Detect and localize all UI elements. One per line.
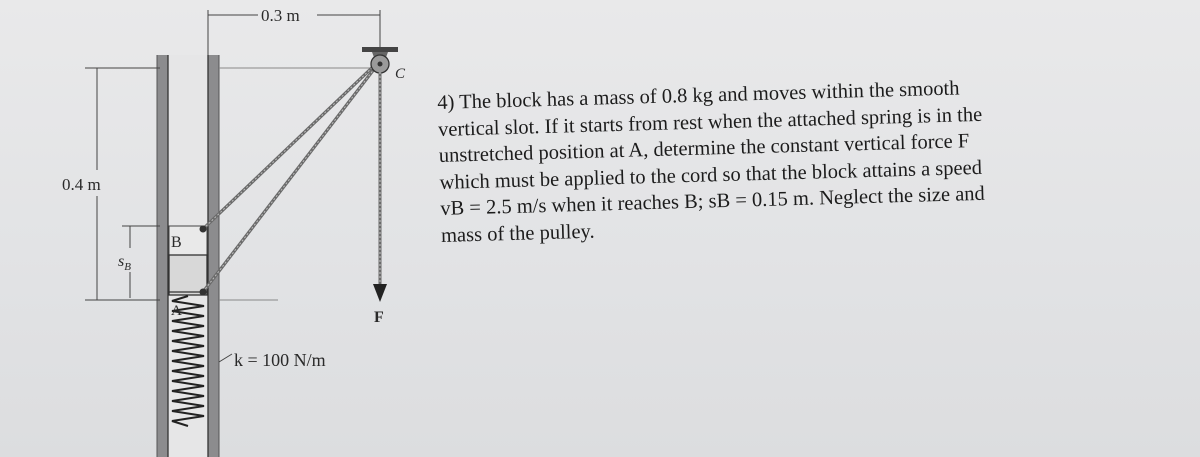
label-a: A [171,303,182,319]
slot-wall-right [208,55,219,457]
dim-height-label: 0.4 m [62,175,101,194]
dim-width-label: 0.3 m [261,6,300,25]
problem-line-1: 4) The block has a mass of 0.8 kg and moves within the smooth [437,77,960,114]
slot-wall-left [157,55,168,457]
label-c: C [395,66,406,82]
problem-line-5: vB = 2.5 m/s when it reaches B; sB = 0.15 m. Neglect the size and [440,182,986,220]
problem-line-3: unstretched position at A, determine the constant vertical force F [438,130,970,167]
force-arrow [373,284,387,302]
problem-line-4: which must be applied to the cord so that the block attains a speed [439,156,983,194]
problem-line-6: mass of the pulley. [440,220,595,247]
sb-label: $s_B$ [118,253,131,273]
pulley-support [362,47,398,52]
problem-statement [437,72,1101,249]
label-f: F [374,309,384,326]
problem-line-2: vertical slot. If it starts from rest when the attached spring is in the [437,103,983,141]
label-b: B [171,234,182,251]
spring-constant-label: k = 100 N/m [234,350,326,370]
